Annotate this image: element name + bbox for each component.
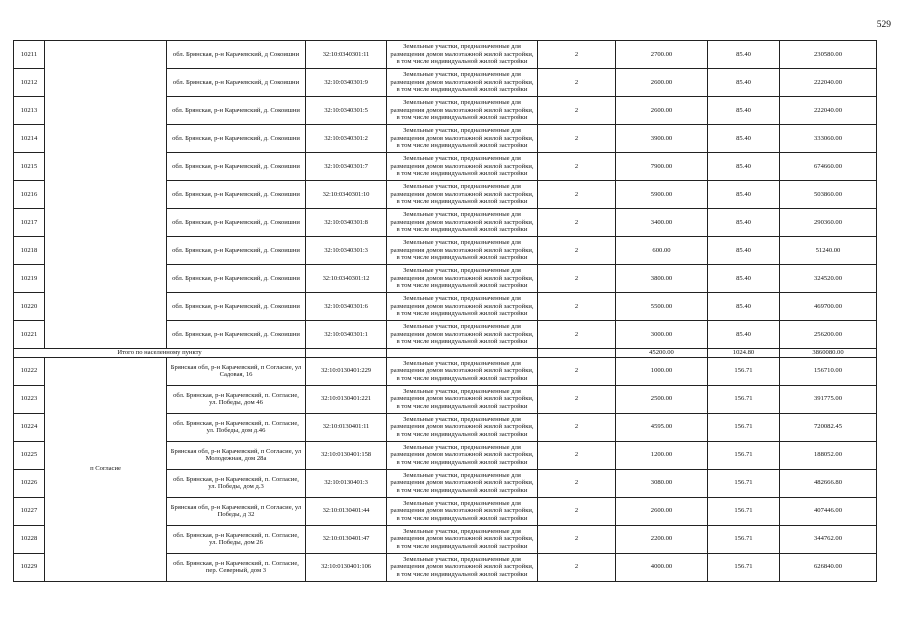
subtotal-rate: 1024.80 xyxy=(708,349,780,358)
cadastral-value-cell: 324520.00 xyxy=(780,265,877,293)
cadastral-number-cell: 32:10:0130401:44 xyxy=(306,497,387,525)
group-cell: 2 xyxy=(538,181,616,209)
area-cell: 4595.00 xyxy=(616,413,708,441)
rate-cell: 156.71 xyxy=(708,525,780,553)
cadastral-number-cell: 32:10:0130401:11 xyxy=(306,413,387,441)
rate-cell: 156.71 xyxy=(708,413,780,441)
row-number: 10215 xyxy=(14,153,45,181)
cadastral-value-table xyxy=(13,40,877,582)
address-cell: обл. Брянская, р-н Карачевский, п. Согласие, пер. Северный, дом 3 xyxy=(167,553,306,581)
row-number: 10211 xyxy=(14,41,45,69)
cadastral-number-cell: 32:10:0130401:106 xyxy=(306,553,387,581)
land-use-cell: Земельные участки, предназначенные для размещения домов малоэтажной жилой застройки, в том числе индивидуальной жилой застройки xyxy=(387,69,538,97)
cadastral-number-cell: 32:10:0340301:11 xyxy=(306,41,387,69)
rate-cell: 85.40 xyxy=(708,321,780,349)
cadastral-number-cell: 32:10:0340301:8 xyxy=(306,209,387,237)
address-cell: обл. Брянская, р-н Карачевский, д Сокоишни xyxy=(167,69,306,97)
address-cell: Брянская обл, р-н Карачевский, п Согласие, ул Победы, д 32 xyxy=(167,497,306,525)
cadastral-number-cell: 32:10:0340301:9 xyxy=(306,69,387,97)
group-cell: 2 xyxy=(538,525,616,553)
table-row xyxy=(14,41,877,69)
land-use-cell: Земельные участки, предназначенные для размещения домов малоэтажной жилой застройки, в том числе индивидуальной жилой застройки xyxy=(387,525,538,553)
land-use-cell: Земельные участки, предназначенные для размещения домов малоэтажной жилой застройки, в том числе индивидуальной жилой застройки xyxy=(387,265,538,293)
cadastral-number-cell: 32:10:0340301:12 xyxy=(306,265,387,293)
rate-cell: 85.40 xyxy=(708,125,780,153)
land-use-cell: Земельные участки, предназначенные для размещения домов малоэтажной жилой застройки, в том числе индивидуальной жилой застройки xyxy=(387,125,538,153)
rate-cell: 156.71 xyxy=(708,497,780,525)
area-cell: 1000.00 xyxy=(616,357,708,385)
rate-cell: 85.40 xyxy=(708,237,780,265)
area-cell: 5500.00 xyxy=(616,293,708,321)
row-number: 10212 xyxy=(14,69,45,97)
land-use-cell: Земельные участки, предназначенные для размещения домов малоэтажной жилой застройки, в том числе индивидуальной жилой застройки xyxy=(387,237,538,265)
cadastral-number-cell: 32:10:0340301:7 xyxy=(306,153,387,181)
rate-cell: 85.40 xyxy=(708,293,780,321)
row-number: 10217 xyxy=(14,209,45,237)
address-cell: Брянская обл, р-н Карачевский, п Согласие, ул Молодежная, дом 28а xyxy=(167,441,306,469)
group-cell: 2 xyxy=(538,441,616,469)
cadastral-value-cell: 222040.00 xyxy=(780,97,877,125)
group-cell: 2 xyxy=(538,469,616,497)
settlement-cell: п Согласие xyxy=(45,357,167,581)
address-cell: обл. Брянская, р-н Карачевский, п. Согласие, ул. Победы, дом д.3 xyxy=(167,469,306,497)
group-cell: 2 xyxy=(538,209,616,237)
group-cell: 2 xyxy=(538,237,616,265)
cadastral-value-cell: 626840.00 xyxy=(780,553,877,581)
group-cell: 2 xyxy=(538,293,616,321)
land-use-cell: Земельные участки, предназначенные для размещения домов малоэтажной жилой застройки, в том числе индивидуальной жилой застройки xyxy=(387,209,538,237)
cadastral-value-cell: 344762.00 xyxy=(780,525,877,553)
area-cell: 3800.00 xyxy=(616,265,708,293)
cadastral-value-cell: 391775.00 xyxy=(780,385,877,413)
address-cell: обл. Брянская, р-н Карачевский, п. Согласие, ул. Победы, дом 26 xyxy=(167,525,306,553)
cadastral-value-cell: 333060.00 xyxy=(780,125,877,153)
group-cell: 2 xyxy=(538,385,616,413)
cadastral-value-cell: 230580.00 xyxy=(780,41,877,69)
rate-cell: 85.40 xyxy=(708,181,780,209)
cadastral-number-cell: 32:10:0130401:47 xyxy=(306,525,387,553)
row-number: 10213 xyxy=(14,97,45,125)
rate-cell: 156.71 xyxy=(708,441,780,469)
group-cell: 2 xyxy=(538,413,616,441)
cadastral-number-cell: 32:10:0340301:5 xyxy=(306,97,387,125)
cadastral-value-cell: 407446.00 xyxy=(780,497,877,525)
subtotal-empty-cadastral xyxy=(306,349,387,358)
row-number: 10223 xyxy=(14,385,45,413)
group-cell: 2 xyxy=(538,153,616,181)
row-number: 10218 xyxy=(14,237,45,265)
cadastral-number-cell: 32:10:0340301:3 xyxy=(306,237,387,265)
row-number: 10219 xyxy=(14,265,45,293)
subtotal-area: 45200.00 xyxy=(616,349,708,358)
rate-cell: 85.40 xyxy=(708,41,780,69)
cadastral-number-cell: 32:10:0340301:6 xyxy=(306,293,387,321)
rate-cell: 156.71 xyxy=(708,385,780,413)
address-cell: обл. Брянская, р-н Карачевский, д. Сокоишни xyxy=(167,97,306,125)
address-cell: обл. Брянская, р-н Карачевский, п. Согласие, ул. Победы, дом д.46 xyxy=(167,413,306,441)
area-cell: 2500.00 xyxy=(616,385,708,413)
group-cell: 2 xyxy=(538,265,616,293)
cadastral-value-cell: 503860.00 xyxy=(780,181,877,209)
group-cell: 2 xyxy=(538,497,616,525)
area-cell: 2600.00 xyxy=(616,97,708,125)
address-cell: обл. Брянская, р-н Карачевский, д. Сокоишни xyxy=(167,321,306,349)
rate-cell: 85.40 xyxy=(708,97,780,125)
table-body-group-2 xyxy=(14,357,877,581)
land-use-cell: Земельные участки, предназначенные для размещения домов малоэтажной жилой застройки, в том числе индивидуальной жилой застройки xyxy=(387,293,538,321)
rate-cell: 156.71 xyxy=(708,553,780,581)
address-cell: обл. Брянская, р-н Карачевский, д. Сокоишни xyxy=(167,209,306,237)
row-number: 10225 xyxy=(14,441,45,469)
land-use-cell: Земельные участки, предназначенные для размещения домов малоэтажной жилой застройки, в том числе индивидуальной жилой застройки xyxy=(387,413,538,441)
subtotal-empty-group xyxy=(538,349,616,358)
cadastral-number-cell: 32:10:0130401:158 xyxy=(306,441,387,469)
row-number: 10216 xyxy=(14,181,45,209)
cadastral-value-cell: 188052.00 xyxy=(780,441,877,469)
subtotal-empty-use xyxy=(387,349,538,358)
row-number: 10224 xyxy=(14,413,45,441)
group-cell: 2 xyxy=(538,553,616,581)
area-cell: 5900.00 xyxy=(616,181,708,209)
subtotal-label: Итого по населенному пункту xyxy=(14,349,306,358)
land-use-cell: Земельные участки, предназначенные для размещения домов малоэтажной жилой застройки, в том числе индивидуальной жилой застройки xyxy=(387,357,538,385)
row-number: 10229 xyxy=(14,553,45,581)
area-cell: 7900.00 xyxy=(616,153,708,181)
area-cell: 3000.00 xyxy=(616,321,708,349)
address-cell: Брянская обл, р-н Карачевский, п Согласие, ул Садовая, 16 xyxy=(167,357,306,385)
row-number: 10220 xyxy=(14,293,45,321)
area-cell: 3900.00 xyxy=(616,125,708,153)
row-number: 10226 xyxy=(14,469,45,497)
rate-cell: 156.71 xyxy=(708,357,780,385)
land-use-cell: Земельные участки, предназначенные для размещения домов малоэтажной жилой застройки, в том числе индивидуальной жилой застройки xyxy=(387,321,538,349)
cadastral-number-cell: 32:10:0130401:3 xyxy=(306,469,387,497)
group-cell: 2 xyxy=(538,321,616,349)
area-cell: 3400.00 xyxy=(616,209,708,237)
area-cell: 3080.00 xyxy=(616,469,708,497)
land-use-cell: Земельные участки, предназначенные для размещения домов малоэтажной жилой застройки, в том числе индивидуальной жилой застройки xyxy=(387,41,538,69)
rate-cell: 156.71 xyxy=(708,469,780,497)
cadastral-value-cell: 720082.45 xyxy=(780,413,877,441)
row-number: 10228 xyxy=(14,525,45,553)
subtotal-row xyxy=(14,349,877,358)
cadastral-value-cell: 222040.00 xyxy=(780,69,877,97)
cadastral-value-cell: 482666.80 xyxy=(780,469,877,497)
group-cell: 2 xyxy=(538,97,616,125)
address-cell: обл. Брянская, р-н Карачевский, п. Согласие, ул. Победы, дом 46 xyxy=(167,385,306,413)
area-cell: 1200.00 xyxy=(616,441,708,469)
row-number: 10222 xyxy=(14,357,45,385)
page-number: 529 xyxy=(876,20,891,30)
land-use-cell: Земельные участки, предназначенные для размещения домов малоэтажной жилой застройки, в том числе индивидуальной жилой застройки xyxy=(387,97,538,125)
group-cell: 2 xyxy=(538,125,616,153)
area-cell: 2700.00 xyxy=(616,41,708,69)
address-cell: обл. Брянская, р-н Карачевский, д. Сокоишни xyxy=(167,293,306,321)
address-cell: обл. Брянская, р-н Карачевский, д. Сокоишни xyxy=(167,153,306,181)
table-body-group-1 xyxy=(14,41,877,349)
rate-cell: 85.40 xyxy=(708,209,780,237)
address-cell: обл. Брянская, р-н Карачевский, д. Сокоишни xyxy=(167,125,306,153)
address-cell: обл. Брянская, р-н Карачевский, д. Сокоишни xyxy=(167,181,306,209)
land-use-cell: Земельные участки, предназначенные для размещения домов малоэтажной жилой застройки, в том числе индивидуальной жилой застройки xyxy=(387,181,538,209)
land-use-cell: Земельные участки, предназначенные для размещения домов малоэтажной жилой застройки, в том числе индивидуальной жилой застройки xyxy=(387,553,538,581)
cadastral-value-cell: 156710.00 xyxy=(780,357,877,385)
cadastral-value-cell: 290360.00 xyxy=(780,209,877,237)
area-cell: 4000.00 xyxy=(616,553,708,581)
area-cell: 2200.00 xyxy=(616,525,708,553)
land-use-cell: Земельные участки, предназначенные для размещения домов малоэтажной жилой застройки, в том числе индивидуальной жилой застройки xyxy=(387,153,538,181)
land-use-cell: Земельные участки, предназначенные для размещения домов малоэтажной жилой застройки, в том числе индивидуальной жилой застройки xyxy=(387,441,538,469)
settlement-cell xyxy=(45,41,167,349)
area-cell: 2600.00 xyxy=(616,497,708,525)
cadastral-number-cell: 32:10:0340301:2 xyxy=(306,125,387,153)
cadastral-number-cell: 32:10:0130401:221 xyxy=(306,385,387,413)
rate-cell: 85.40 xyxy=(708,153,780,181)
row-number: 10227 xyxy=(14,497,45,525)
land-use-cell: Земельные участки, предназначенные для размещения домов малоэтажной жилой застройки, в том числе индивидуальной жилой застройки xyxy=(387,469,538,497)
group-cell: 2 xyxy=(538,69,616,97)
rate-cell: 85.40 xyxy=(708,265,780,293)
land-use-cell: Земельные участки, предназначенные для размещения домов малоэтажной жилой застройки, в том числе индивидуальной жилой застройки xyxy=(387,385,538,413)
area-cell: 600.00 xyxy=(616,237,708,265)
area-cell: 2600.00 xyxy=(616,69,708,97)
subtotal-value: 3860080.00 xyxy=(780,349,877,358)
address-cell: обл. Брянская, р-н Карачевский, д Сокоишни xyxy=(167,41,306,69)
land-use-cell: Земельные участки, предназначенные для размещения домов малоэтажной жилой застройки, в том числе индивидуальной жилой застройки xyxy=(387,497,538,525)
subtotal-section xyxy=(14,349,877,358)
row-number: 10221 xyxy=(14,321,45,349)
cadastral-number-cell: 32:10:0340301:10 xyxy=(306,181,387,209)
rate-cell: 85.40 xyxy=(708,69,780,97)
group-cell: 2 xyxy=(538,357,616,385)
cadastral-number-cell: 32:10:0130401:229 xyxy=(306,357,387,385)
row-number: 10214 xyxy=(14,125,45,153)
cadastral-number-cell: 32:10:0340301:1 xyxy=(306,321,387,349)
address-cell: обл. Брянская, р-н Карачевский, д. Сокоишни xyxy=(167,237,306,265)
cadastral-value-cell: 51240.00 xyxy=(780,237,877,265)
cadastral-value-cell: 469700.00 xyxy=(780,293,877,321)
cadastral-value-cell: 256200.00 xyxy=(780,321,877,349)
address-cell: обл. Брянская, р-н Карачевский, д. Сокоишни xyxy=(167,265,306,293)
group-cell: 2 xyxy=(538,41,616,69)
table-row xyxy=(14,357,877,385)
cadastral-value-cell: 674660.00 xyxy=(780,153,877,181)
